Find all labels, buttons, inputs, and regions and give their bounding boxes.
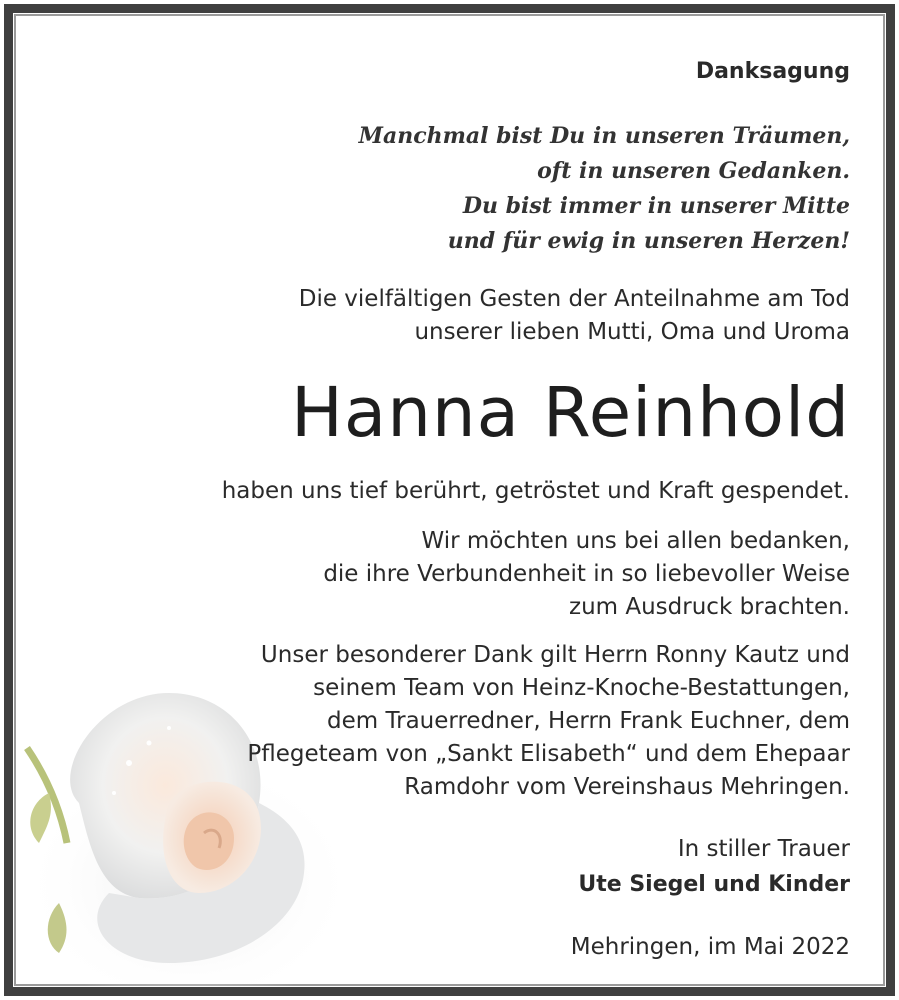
poem-line: Manchmal bist Du in unseren Träumen, — [358, 123, 850, 149]
touched-text: haben uns tief berührt, getröstet und Kraft gespendet. — [221, 478, 850, 504]
mourning-line: In stiller Trauer — [677, 836, 850, 862]
thanks-line: die ihre Verbundenheit in so liebevoller Weise — [323, 561, 850, 587]
intro-text — [50, 283, 850, 349]
poem-line: oft in unseren Gedanken. — [537, 158, 850, 184]
thanks-line: zum Ausdruck brachten. — [569, 594, 850, 620]
poem — [50, 119, 850, 259]
thanks-text — [50, 525, 850, 624]
place-date: Mehringen, im Mai 2022 — [570, 934, 850, 960]
special-thanks-line: Pflegeteam von „Sankt Elisabeth“ und dem Ehepaar — [247, 741, 850, 767]
special-thanks-line: Unser besonderer Dank gilt Herrn Ronny Kautz und — [260, 642, 850, 668]
deceased-name: Hanna Reinhold — [291, 373, 850, 453]
mourners-name: Ute Siegel und Kinder — [578, 872, 850, 897]
notice-heading: Danksagung — [695, 59, 850, 84]
poem-line: Du bist immer in unserer Mitte — [462, 193, 850, 219]
special-thanks-text — [50, 639, 850, 804]
poem-line: und für ewig in unseren Herzen! — [447, 228, 850, 254]
special-thanks-line: dem Trauerredner, Herrn Frank Euchner, dem — [326, 708, 850, 734]
special-thanks-line: seinem Team von Heinz-Knoche-Bestattungen, — [313, 675, 850, 701]
notice-frame — [4, 4, 895, 996]
thanks-line: Wir möchten uns bei allen bedanken, — [421, 528, 850, 554]
intro-line: Die vielfältigen Gesten der Anteilnahme am Tod — [298, 286, 850, 312]
intro-line: unserer lieben Mutti, Oma und Uroma — [414, 319, 850, 345]
special-thanks-line: Ramdohr vom Vereinshaus Mehringen. — [404, 774, 850, 800]
